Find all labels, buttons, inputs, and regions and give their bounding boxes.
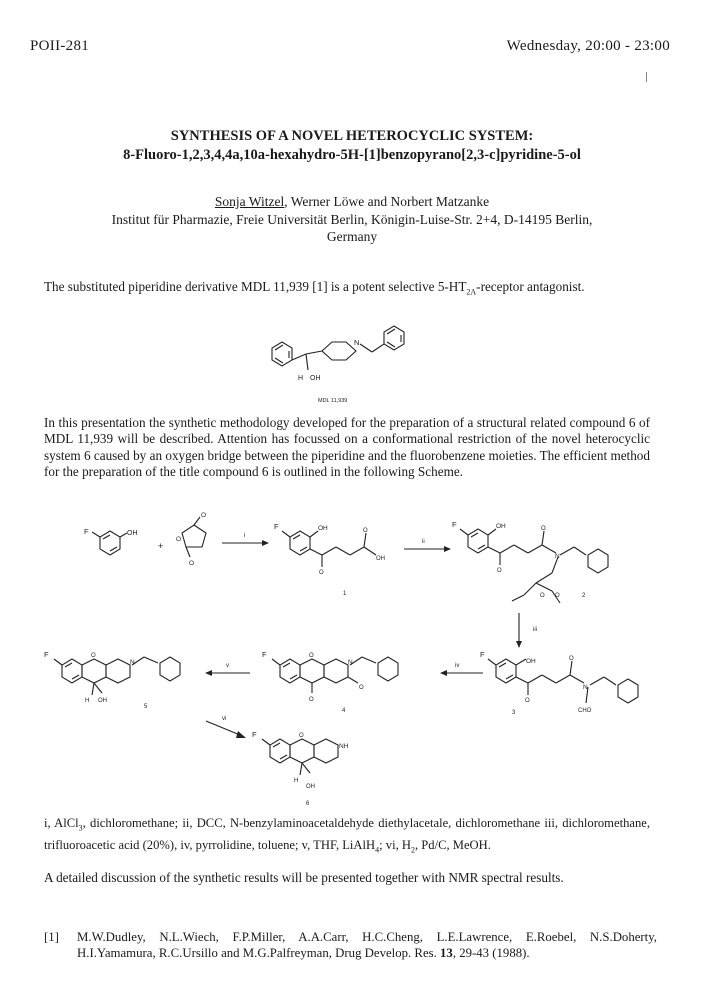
atom-f: F <box>262 650 267 659</box>
arrowhead <box>516 641 522 648</box>
atom-oh: OH <box>306 784 315 790</box>
compound-2-label: 2 <box>582 593 586 599</box>
bond <box>360 344 372 352</box>
piperidine-ring <box>322 342 356 360</box>
reaction-conditions <box>44 815 650 859</box>
arrowhead <box>236 731 246 738</box>
atom-o: O <box>359 685 364 691</box>
atom-o: O <box>540 593 545 599</box>
country: Germany <box>326 229 378 244</box>
succinic-anhydride <box>182 517 206 557</box>
atom-o: O <box>541 526 546 532</box>
step-ii: ii <box>422 539 425 545</box>
arrowhead <box>262 540 269 546</box>
atom-oh: OH <box>376 556 385 562</box>
bond <box>306 351 322 354</box>
atom-o: O <box>91 653 96 659</box>
bond <box>306 354 308 370</box>
atom-o: O <box>176 536 182 543</box>
atom-h: H <box>85 698 90 704</box>
atom-o: O <box>299 733 304 739</box>
compound-4 <box>272 657 398 693</box>
oh-label: OH <box>310 375 321 382</box>
compound-6 <box>262 739 338 775</box>
atom-f: F <box>274 522 279 531</box>
conditions-text: ; vi, H <box>379 837 411 852</box>
step-iii: iii <box>533 627 537 633</box>
reference-authors: M.W.Dudley, N.L.Wiech, F.P.Miller, A.A.Carr, H.C.Cheng, L.E.Lawrence, E.Roebel, N.S.Doherty, H.I.Yamamura, R.C.Ursillo and M.G.Palfreyman, Drug Develop. Res. <box>77 930 657 960</box>
step-v: v <box>226 663 229 669</box>
reference-number: [1] <box>44 930 59 944</box>
atom-o: O <box>201 512 207 519</box>
atom-o: O <box>189 560 195 567</box>
atom-n: N <box>348 659 353 666</box>
arrow-step-vi <box>206 721 240 735</box>
title-line-2: 8-Fluoro-1,2,3,4,4a,10a-hexahydro-5H-[1]benzopyrano[2,3-c]pyridine-5-ol <box>123 147 581 163</box>
poster-code: POII-281 <box>30 38 90 54</box>
intro-paragraph <box>44 279 650 301</box>
atom-oh: OH <box>127 530 138 537</box>
fluorophenol <box>92 531 127 555</box>
scan-mark <box>646 72 647 82</box>
co-authors: , Werner Löwe and Norbert Matzanke <box>284 194 490 209</box>
atom-cho: CHO <box>578 708 592 714</box>
compound-6-label: 6 <box>306 801 310 807</box>
atom-o: O <box>309 697 314 703</box>
atom-f: F <box>480 650 485 659</box>
atom-f: F <box>84 527 89 536</box>
intro-text: The substituted piperidine derivative MDL 11,939 [1] is a potent selective 5-HT <box>44 279 467 294</box>
compound-3-label: 3 <box>512 710 516 716</box>
receptor-subscript: 2A <box>466 287 477 297</box>
conditions-text: , dichloromethane; ii, DCC, N-benzylaminoacetaldehyde diethylacetale, dichloromethane iii, dichloromethane, trifluoroacetic acid (20%), iv, pyrrolidine, toluene; v, THF, LiAlH <box>44 816 650 852</box>
atom-o: O <box>309 653 314 659</box>
conclusion-paragraph: A detailed discussion of the synthetic results will be presented together with NMR spectral results. <box>44 870 564 885</box>
atom-f: F <box>252 730 257 739</box>
compound-5 <box>54 657 180 695</box>
reference-volume: 13 <box>440 946 453 960</box>
atom-oh: OH <box>496 523 506 530</box>
step-iv: iv <box>455 663 460 669</box>
subscript: 2 <box>410 845 415 855</box>
phenyl-ring-left <box>272 342 292 366</box>
phenyl-ring-right <box>384 326 404 350</box>
session-time: Wednesday, 20:00 - 23:00 <box>506 38 670 54</box>
title-line-1: SYNTHESIS OF A NOVEL HETEROCYCLIC SYSTEM: <box>170 128 534 144</box>
arrowhead <box>444 546 451 552</box>
intro-text-end: -receptor antagonist. <box>476 279 585 294</box>
atom-n: N <box>555 553 560 560</box>
description-paragraph: In this presentation the synthetic methodology developed for the preparation of a structural related compound 6 of MDL 11,939 will be described. Attention has focussed on a conformational restriction of the novel heterocyclic system 6 caused by an oxygen bridge between the piperidine and the fluorobenzene moieties. The efficient method for the preparation of the title compound 6 is outlined in the following Scheme. <box>44 415 650 479</box>
presenting-author: Sonja Witzel <box>214 194 285 209</box>
mdl-caption: MDL 11,939 <box>318 398 348 404</box>
atom-oh: OH <box>98 698 107 704</box>
atom-o: O <box>525 698 530 704</box>
atom-o: O <box>555 593 560 599</box>
atom-o: O <box>363 528 368 534</box>
mdl-structure <box>260 318 440 404</box>
compound-4-label: 4 <box>342 708 346 714</box>
compound-2 <box>460 529 608 603</box>
compound-1-label: 1 <box>343 591 347 597</box>
reaction-scheme <box>0 505 704 810</box>
n-label: N <box>354 338 360 347</box>
authors <box>0 194 704 210</box>
affiliation: Institut für Pharmazie, Freie Universität Berlin, Königin-Luise-Str. 2+4, D-14195 Berlin, <box>111 212 593 227</box>
arrowhead <box>440 670 447 676</box>
bond <box>372 344 384 352</box>
atom-n: N <box>130 659 135 666</box>
atom-n: N <box>583 684 588 691</box>
compound-5-label: 5 <box>144 704 148 710</box>
conditions-text: , Pd/C, MeOH. <box>414 837 491 852</box>
reference-text <box>77 929 657 961</box>
step-vi: vi <box>222 716 227 722</box>
atom-h: H <box>294 778 299 784</box>
bond <box>292 354 306 360</box>
reference-pages: , 29-43 (1988). <box>452 946 530 960</box>
atom-o: O <box>497 568 502 574</box>
atom-oh: OH <box>318 525 328 532</box>
atom-o: O <box>319 570 324 576</box>
atom-oh: OH <box>526 658 536 665</box>
compound-1 <box>282 531 376 567</box>
atom-f: F <box>452 520 457 529</box>
atom-o: O <box>569 656 574 662</box>
atom-f: F <box>44 650 49 659</box>
subscript: 3 <box>78 823 83 833</box>
plus-sign: + <box>158 541 164 551</box>
conditions-text: i, AlCl <box>44 816 79 830</box>
atom-nh: NH <box>339 743 349 750</box>
step-i: i <box>244 533 246 539</box>
arrowhead <box>205 670 212 676</box>
subscript: 4 <box>375 845 380 855</box>
compound-3 <box>488 659 638 703</box>
h-label: H <box>298 375 304 382</box>
